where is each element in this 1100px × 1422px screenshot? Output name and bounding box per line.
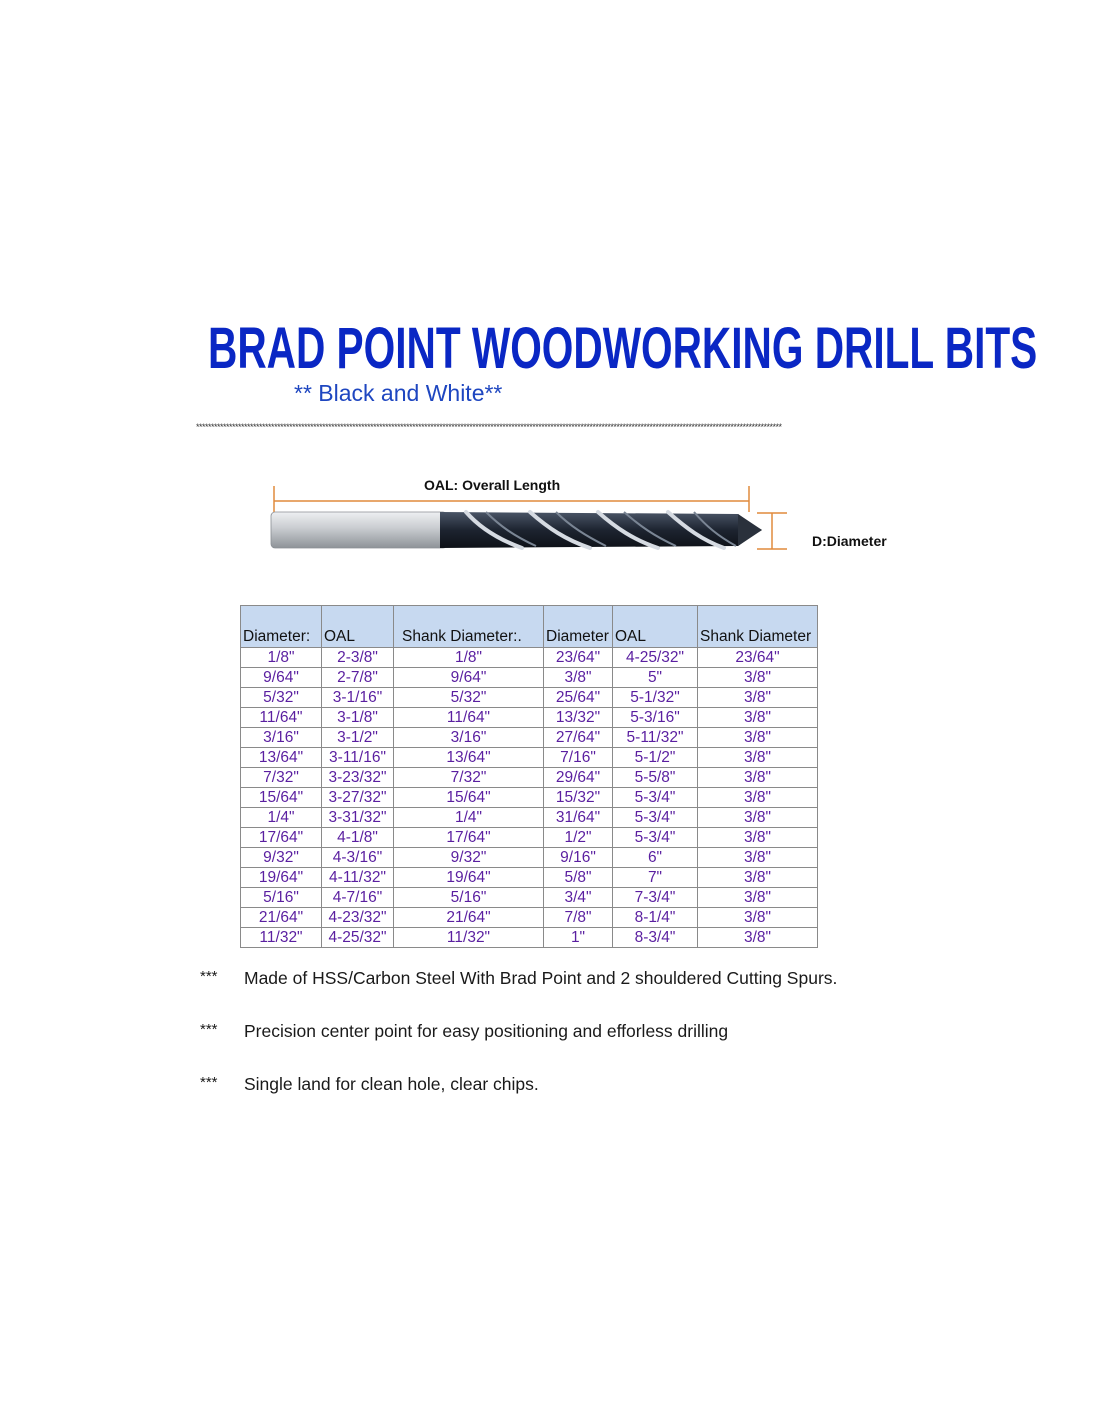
table-cell: 7/16" xyxy=(544,748,613,768)
table-cell: 3/8" xyxy=(544,668,613,688)
table-cell: 1/8" xyxy=(241,648,322,668)
table-header-row xyxy=(241,606,818,648)
table-cell: 3-1/8" xyxy=(322,708,394,728)
header-oal-1: OAL xyxy=(322,606,394,648)
table-cell: 3/4" xyxy=(544,888,613,908)
table-cell: 21/64" xyxy=(241,908,322,928)
table-row xyxy=(241,888,818,908)
table-cell: 11/64" xyxy=(394,708,544,728)
note-text: Made of HSS/Carbon Steel With Brad Point and 2 shouldered Cutting Spurs. xyxy=(244,968,838,988)
table-cell: 3/8" xyxy=(698,668,818,688)
table-cell: 5-1/2" xyxy=(613,748,698,768)
drill-shank xyxy=(271,512,447,548)
table-cell: 9/16" xyxy=(544,848,613,868)
table-cell: 13/32" xyxy=(544,708,613,728)
table-cell: 17/64" xyxy=(394,828,544,848)
separator-rule: *************************************************************************************************************************************************************************************************** xyxy=(196,422,782,432)
header-oal-2: OAL xyxy=(613,606,698,648)
table-cell: 23/64" xyxy=(544,648,613,668)
table-cell: 5/8" xyxy=(544,868,613,888)
table-row xyxy=(241,868,818,888)
table-cell: 2-7/8" xyxy=(322,668,394,688)
note-text: Precision center point for easy positioning and efforless drilling xyxy=(244,1021,729,1041)
table-row xyxy=(241,688,818,708)
table-cell: 3-11/16" xyxy=(322,748,394,768)
table-cell: 4-1/8" xyxy=(322,828,394,848)
diameter-dimension-line xyxy=(757,513,787,549)
header-shank-diameter-1: Shank Diameter:. xyxy=(394,606,544,648)
table-cell: 5/16" xyxy=(241,888,322,908)
table-cell: 5-3/4" xyxy=(613,788,698,808)
table-cell: 3/8" xyxy=(698,728,818,748)
table-cell: 3-27/32" xyxy=(322,788,394,808)
table-cell: 1/4" xyxy=(241,808,322,828)
table-cell: 9/64" xyxy=(241,668,322,688)
table-cell: 7/8" xyxy=(544,908,613,928)
table-cell: 27/64" xyxy=(544,728,613,748)
table-cell: 3/8" xyxy=(698,928,818,948)
table-cell: 9/64" xyxy=(394,668,544,688)
table-row xyxy=(241,848,818,868)
table-cell: 15/32" xyxy=(544,788,613,808)
table-row xyxy=(241,668,818,688)
table-cell: 3/8" xyxy=(698,708,818,728)
table-cell: 5-11/32" xyxy=(613,728,698,748)
table-cell: 8-1/4" xyxy=(613,908,698,928)
page-subtitle: ** Black and White** xyxy=(294,380,503,406)
table-cell: 3/8" xyxy=(698,748,818,768)
table-cell: 3/8" xyxy=(698,908,818,928)
table-cell: 4-23/32" xyxy=(322,908,394,928)
table-cell: 4-25/32" xyxy=(322,928,394,948)
table-cell: 15/64" xyxy=(394,788,544,808)
table-cell: 3/8" xyxy=(698,888,818,908)
table-cell: 7" xyxy=(613,868,698,888)
table-cell: 13/64" xyxy=(241,748,322,768)
note-text: Single land for clean hole, clear chips. xyxy=(244,1074,539,1094)
table-cell: 3-1/16" xyxy=(322,688,394,708)
table-cell: 1/8" xyxy=(394,648,544,668)
header-diameter-2: Diameter xyxy=(544,606,613,648)
header-shank-diameter-2: Shank Diameter xyxy=(698,606,818,648)
table-cell: 19/64" xyxy=(241,868,322,888)
table-cell: 21/64" xyxy=(394,908,544,928)
table-cell: 19/64" xyxy=(394,868,544,888)
table-cell: 13/64" xyxy=(394,748,544,768)
table-cell: 5-3/16" xyxy=(613,708,698,728)
table-cell: 3/16" xyxy=(241,728,322,748)
note-bullet: *** xyxy=(200,1074,218,1091)
table-cell: 11/64" xyxy=(241,708,322,728)
table-cell: 25/64" xyxy=(544,688,613,708)
table-cell: 3/8" xyxy=(698,788,818,808)
table-cell: 3/16" xyxy=(394,728,544,748)
drill-spiral-highlights xyxy=(466,512,724,548)
table-cell: 3/8" xyxy=(698,868,818,888)
feature-note xyxy=(200,1021,728,1042)
table-cell: 31/64" xyxy=(544,808,613,828)
table-cell: 3/8" xyxy=(698,828,818,848)
oal-label: OAL: Overall Length xyxy=(424,477,561,493)
table-row xyxy=(241,788,818,808)
table-cell: 15/64" xyxy=(241,788,322,808)
drill-flute xyxy=(440,512,762,548)
table-cell: 5/32" xyxy=(394,688,544,708)
table-cell: 29/64" xyxy=(544,768,613,788)
table-cell: 7-3/4" xyxy=(613,888,698,908)
table-cell: 9/32" xyxy=(241,848,322,868)
drill-size-table xyxy=(240,605,818,948)
table-cell: 5-5/8" xyxy=(613,768,698,788)
table-row xyxy=(241,808,818,828)
table-cell: 5/32" xyxy=(241,688,322,708)
drill-bit-diagram xyxy=(0,0,1100,600)
table-cell: 3/8" xyxy=(698,688,818,708)
table-cell: 1/2" xyxy=(544,828,613,848)
table-cell: 11/32" xyxy=(394,928,544,948)
drill-brad-point xyxy=(738,514,762,546)
table-cell: 23/64" xyxy=(698,648,818,668)
table-cell: 3-31/32" xyxy=(322,808,394,828)
table-cell: 2-3/8" xyxy=(322,648,394,668)
table-cell: 6" xyxy=(613,848,698,868)
note-bullet: *** xyxy=(200,968,218,985)
table-cell: 7/32" xyxy=(241,768,322,788)
note-bullet: *** xyxy=(200,1021,218,1038)
table-cell: 4-3/16" xyxy=(322,848,394,868)
table-cell: 5" xyxy=(613,668,698,688)
table-cell: 3/8" xyxy=(698,848,818,868)
feature-note xyxy=(200,1074,539,1095)
table-cell: 3-23/32" xyxy=(322,768,394,788)
table-row xyxy=(241,828,818,848)
table-cell: 4-7/16" xyxy=(322,888,394,908)
table-cell: 3/8" xyxy=(698,768,818,788)
table-cell: 1" xyxy=(544,928,613,948)
table-row xyxy=(241,928,818,948)
table-cell: 5/16" xyxy=(394,888,544,908)
table-cell: 5-3/4" xyxy=(613,808,698,828)
table-row xyxy=(241,728,818,748)
table-cell: 4-25/32" xyxy=(613,648,698,668)
table-cell: 5-1/32" xyxy=(613,688,698,708)
table-cell: 1/4" xyxy=(394,808,544,828)
table-cell: 3/8" xyxy=(698,808,818,828)
table-cell: 17/64" xyxy=(241,828,322,848)
diameter-label: D:Diameter xyxy=(812,533,887,549)
table-cell: 9/32" xyxy=(394,848,544,868)
page-title: BRAD POINT WOODWORKING DRILL BITS xyxy=(208,316,1038,381)
table-cell: 4-11/32" xyxy=(322,868,394,888)
table-body xyxy=(241,648,818,948)
table-cell: 8-3/4" xyxy=(613,928,698,948)
header-diameter-1: Diameter: xyxy=(241,606,322,648)
table-row xyxy=(241,648,818,668)
table-cell: 7/32" xyxy=(394,768,544,788)
table-row xyxy=(241,768,818,788)
table-cell: 3-1/2" xyxy=(322,728,394,748)
table-cell: 11/32" xyxy=(241,928,322,948)
table-cell: 5-3/4" xyxy=(613,828,698,848)
table-row xyxy=(241,708,818,728)
table-row xyxy=(241,748,818,768)
feature-note xyxy=(200,968,837,989)
table-row xyxy=(241,908,818,928)
